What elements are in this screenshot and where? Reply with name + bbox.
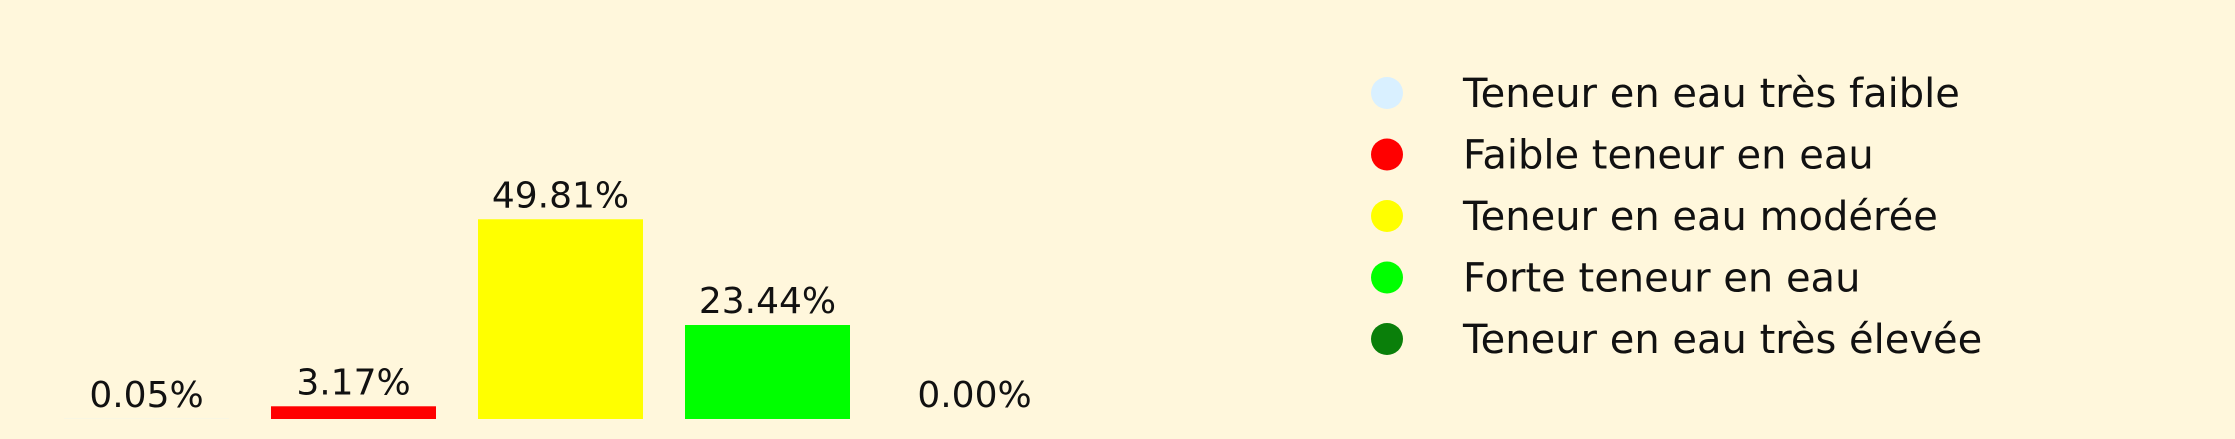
- legend-label-3: Teneur en eau modérée: [1462, 194, 1938, 240]
- legend-label-1: Teneur en eau très faible: [1462, 71, 1960, 117]
- legend-label-4: Forte teneur en eau: [1463, 256, 1860, 302]
- bar-4: [685, 325, 850, 419]
- legend-marker-4: [1371, 262, 1403, 294]
- legend-marker-1: [1371, 77, 1403, 109]
- bar-value-label-4: 23.44%: [699, 281, 836, 322]
- bar-2: [271, 406, 436, 419]
- bar-value-label-3: 49.81%: [492, 175, 629, 216]
- legend-marker-3: [1371, 200, 1403, 232]
- bar-value-label-2: 3.17%: [296, 362, 410, 403]
- bar-3: [478, 219, 643, 419]
- legend-label-5: Teneur en eau très élevée: [1462, 317, 1982, 363]
- legend-marker-5: [1371, 323, 1403, 355]
- legend-marker-2: [1371, 139, 1403, 171]
- bar-value-label-5: 0.00%: [917, 375, 1031, 416]
- legend: [1371, 71, 1982, 363]
- legend-label-2: Faible teneur en eau: [1463, 133, 1874, 179]
- bar-value-label-1: 0.05%: [89, 375, 203, 416]
